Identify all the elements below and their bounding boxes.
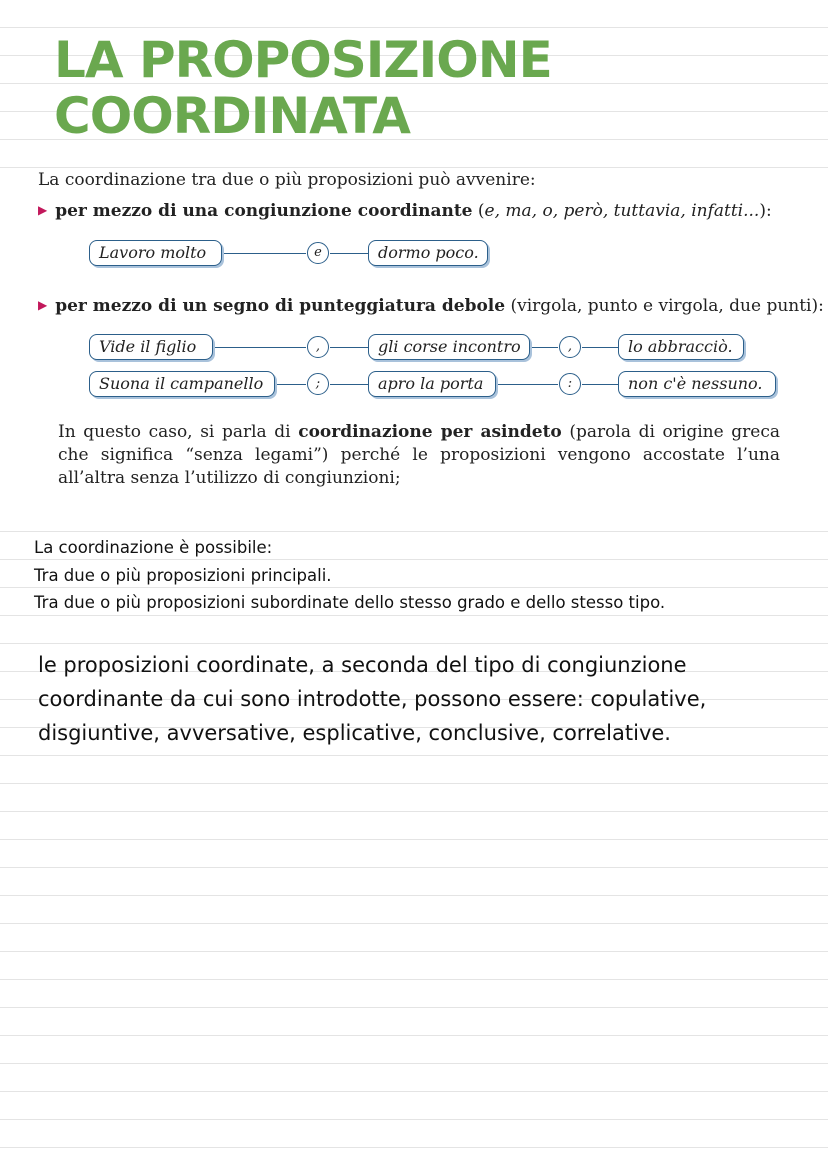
summary-line-3: disgiuntive, avversative, esplicative, conclusive, correlative. [38,721,671,745]
triangle-bullet-icon: ▶ [38,203,48,217]
connector-line [496,384,558,385]
connector-line [582,384,618,385]
summary-line-1: le proposizioni coordinate, a seconda del tipo di congiunzione [38,653,687,677]
bullet-1-open: ( [472,201,485,221]
summary-line-2: coordinante da cui sono introdotte, possono essere: copulative, [38,687,707,711]
connector-line [330,253,368,254]
explanation-bold: coordinazione per asindeto [298,422,562,442]
bullet-1-bold: per mezzo di una congiunzione coordinante [55,201,473,221]
punctuation-circle: , [307,336,329,358]
clause-box: Suona il campanello [89,371,275,397]
clause-box: non c'è nessuno. [618,371,776,397]
conjunction-circle: e [307,242,329,264]
note-line-2: Tra due o più proposizioni principali. [34,566,332,585]
note-line-3: Tra due o più proposizioni subordinate dello stesso grado e dello stesso tipo. [34,593,666,612]
connector-line [213,347,306,348]
explanation-post: (parola di origine greca che significa “senza legami”) perché le proposizioni vengono accostate l’una all’altra senza l’utilizzo di congiunzioni; [58,422,780,488]
page-title [54,32,552,144]
connector-line [530,347,558,348]
bullet-1-close: ): [759,201,772,221]
asyndeton-explanation [58,421,780,490]
triangle-bullet-icon: ▶ [38,298,48,312]
clause-box: lo abbracciò. [618,334,744,360]
punctuation-circle: , [559,336,581,358]
clause-box: gli corse incontro [368,334,530,360]
connector-line [330,384,368,385]
connector-line [275,384,306,385]
clause-box: dormo poco. [368,240,488,266]
clause-box: apro la porta [368,371,496,397]
summary-paragraph [38,648,798,750]
bullet-conjunction [38,201,772,221]
clause-box: Lavoro molto [89,240,222,266]
explanation-pre: In questo caso, si parla di [58,422,299,442]
bullet-1-examples: e, ma, o, però, tuttavia, infatti... [484,201,760,221]
clause-box: Vide il figlio [89,334,213,360]
intro-text: La coordinazione tra due o più proposizioni può avvenire: [38,170,536,190]
connector-line [330,347,368,348]
title-line-2: COORDINATA [54,87,410,145]
title-line-1: LA PROPOSIZIONE [54,31,552,89]
note-line-1: La coordinazione è possibile: [34,538,273,557]
connector-line [222,253,306,254]
bullet-2-rest: (virgola, punto e virgola, due punti): [505,296,824,316]
punctuation-circle: ; [307,373,329,395]
textbook-excerpt [0,168,828,512]
bullet-2-bold: per mezzo di un segno di punteggiatura debole [55,296,506,316]
connector-line [582,347,618,348]
bullet-punctuation [38,296,824,316]
punctuation-circle: : [559,373,581,395]
